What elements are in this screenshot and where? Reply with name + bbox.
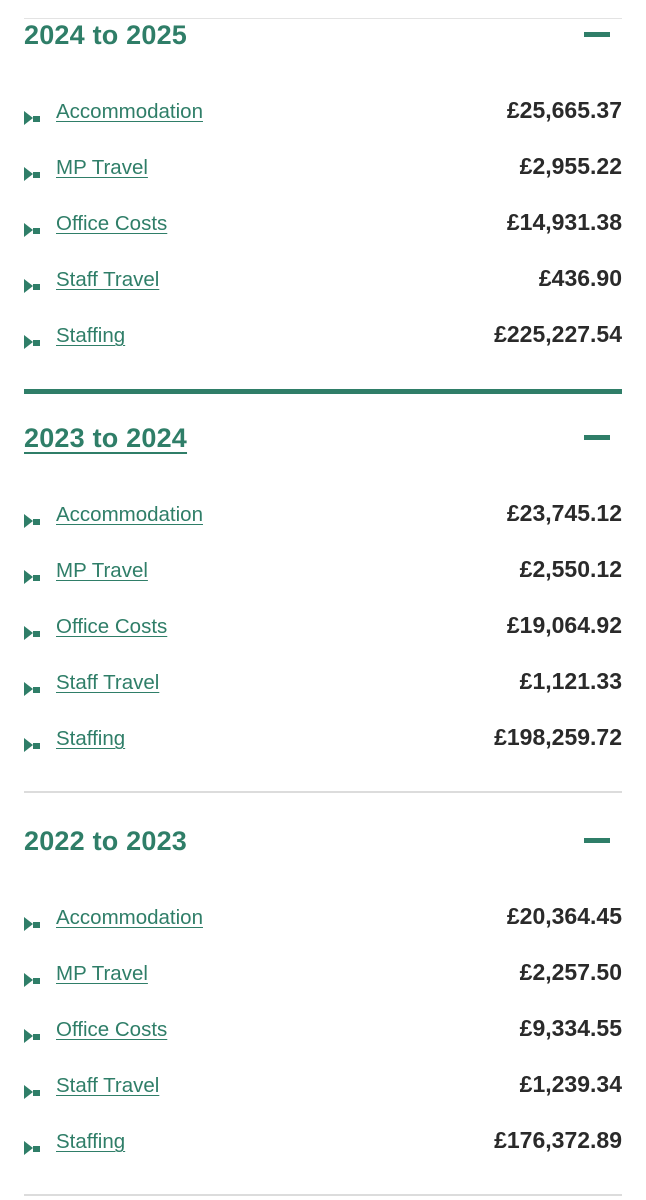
expense-link[interactable]: Office Costs xyxy=(56,615,168,638)
expense-amount: £1,239.34 xyxy=(519,1071,622,1097)
minus-icon xyxy=(584,838,610,843)
play-triangle-icon[interactable] xyxy=(24,278,42,294)
section-2022-2023 xyxy=(24,824,622,1153)
expense-link[interactable]: Staff Travel xyxy=(56,1074,160,1097)
collapse-toggle[interactable] xyxy=(584,431,612,445)
minus-icon xyxy=(584,32,610,37)
expense-link[interactable]: Staffing xyxy=(56,727,126,750)
expense-link[interactable]: MP Travel xyxy=(56,559,148,582)
expense-amount: £2,550.12 xyxy=(519,556,622,582)
expense-link[interactable]: MP Travel xyxy=(56,962,148,985)
expense-amount: £23,745.12 xyxy=(506,500,622,526)
expense-amount: £1,121.33 xyxy=(519,668,622,694)
expense-amount: £9,334.55 xyxy=(519,1015,622,1041)
list-item-mp-travel[interactable] xyxy=(24,555,622,595)
minus-icon xyxy=(584,435,610,440)
play-triangle-icon[interactable] xyxy=(24,1084,42,1100)
list-item-accommodation[interactable] xyxy=(24,96,622,136)
expense-amount: £225,227.54 xyxy=(494,321,622,347)
list-item-office-costs[interactable] xyxy=(24,1014,622,1054)
collapse-toggle[interactable] xyxy=(584,834,612,848)
expense-link[interactable]: Staffing xyxy=(56,1130,126,1153)
play-triangle-icon[interactable] xyxy=(24,222,42,238)
expense-link[interactable]: Accommodation xyxy=(56,906,203,929)
expense-amount: £20,364.45 xyxy=(506,903,622,929)
list-item-staff-travel[interactable] xyxy=(24,1070,622,1110)
play-triangle-icon[interactable] xyxy=(24,1028,42,1044)
section-2024-2025 xyxy=(24,18,622,347)
expense-amount: £2,257.50 xyxy=(519,959,622,985)
section-divider-active xyxy=(24,389,622,394)
list-item-office-costs[interactable] xyxy=(24,208,622,248)
play-triangle-icon[interactable] xyxy=(24,334,42,350)
expense-link[interactable]: Accommodation xyxy=(56,100,203,123)
section-header[interactable] xyxy=(24,824,622,876)
play-triangle-icon[interactable] xyxy=(24,972,42,988)
list-item-mp-travel[interactable] xyxy=(24,152,622,192)
expense-amount: £436.90 xyxy=(538,265,622,291)
expense-link[interactable]: MP Travel xyxy=(56,156,148,179)
play-triangle-icon[interactable] xyxy=(24,166,42,182)
expense-link[interactable]: Staff Travel xyxy=(56,268,160,291)
section-header[interactable] xyxy=(24,421,622,473)
collapse-toggle[interactable] xyxy=(584,28,612,42)
play-triangle-icon[interactable] xyxy=(24,513,42,529)
expense-amount: £2,955.22 xyxy=(519,153,622,179)
expense-link[interactable]: Staff Travel xyxy=(56,671,160,694)
section-header[interactable] xyxy=(24,18,622,70)
list-item-accommodation[interactable] xyxy=(24,499,622,539)
list-item-staffing[interactable] xyxy=(24,723,622,763)
list-item-accommodation[interactable] xyxy=(24,902,622,942)
section-title[interactable]: 2024 to 2025 xyxy=(24,20,188,50)
play-triangle-icon[interactable] xyxy=(24,681,42,697)
list-item-staffing[interactable] xyxy=(24,320,622,360)
play-triangle-icon[interactable] xyxy=(24,110,42,126)
expense-link[interactable]: Accommodation xyxy=(56,503,203,526)
list-item-staff-travel[interactable] xyxy=(24,264,622,304)
expense-link[interactable]: Office Costs xyxy=(56,212,168,235)
list-item-mp-travel[interactable] xyxy=(24,958,622,998)
play-triangle-icon[interactable] xyxy=(24,569,42,585)
section-title[interactable]: 2022 to 2023 xyxy=(24,826,188,856)
section-title[interactable]: 2023 to 2024 xyxy=(24,423,188,453)
expense-amount: £176,372.89 xyxy=(494,1127,622,1153)
expense-link[interactable]: Staffing xyxy=(56,324,126,347)
expense-amount: £19,064.92 xyxy=(506,612,622,638)
play-triangle-icon[interactable] xyxy=(24,916,42,932)
list-item-staff-travel[interactable] xyxy=(24,667,622,707)
expense-amount: £14,931.38 xyxy=(506,209,622,235)
play-triangle-icon[interactable] xyxy=(24,625,42,641)
play-triangle-icon[interactable] xyxy=(24,1140,42,1156)
list-item-office-costs[interactable] xyxy=(24,611,622,651)
expense-amount: £198,259.72 xyxy=(494,724,622,750)
expense-amount: £25,665.37 xyxy=(506,97,622,123)
play-triangle-icon[interactable] xyxy=(24,737,42,753)
section-divider xyxy=(24,791,622,793)
list-item-staffing[interactable] xyxy=(24,1126,622,1166)
section-2023-2024 xyxy=(24,421,622,750)
section-divider xyxy=(24,1194,622,1196)
expense-link[interactable]: Office Costs xyxy=(56,1018,168,1041)
